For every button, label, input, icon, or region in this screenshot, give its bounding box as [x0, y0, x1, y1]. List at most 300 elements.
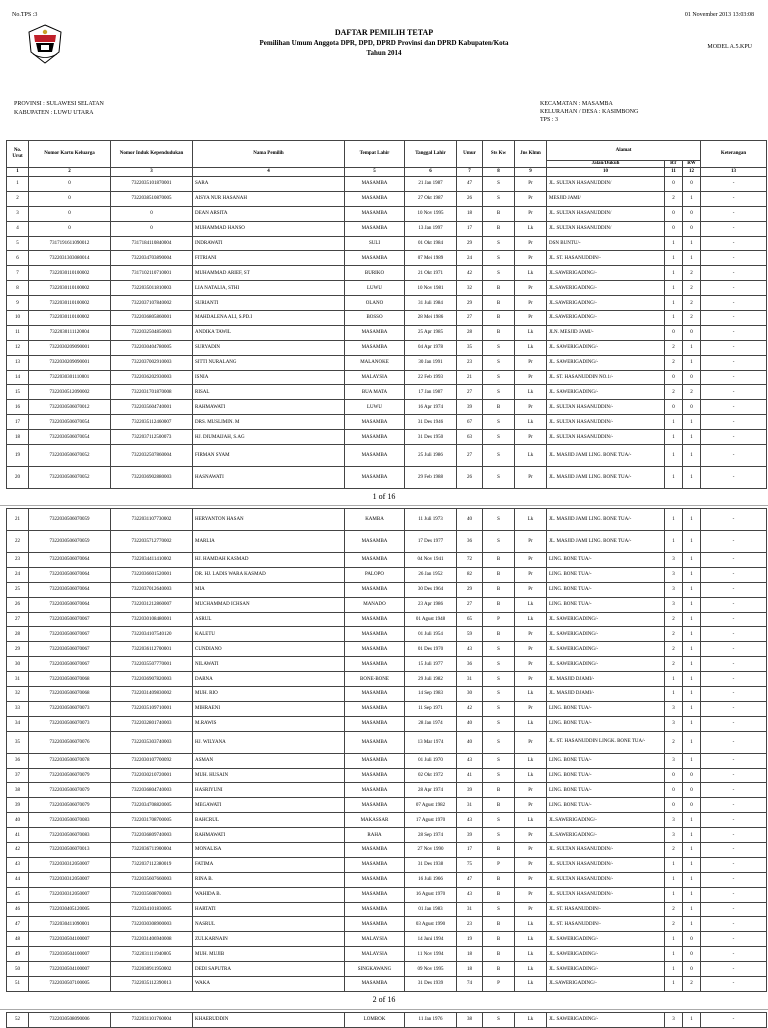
cell-nik: 7322035604740001	[111, 400, 193, 415]
table-row	[7, 221, 767, 236]
cell-rw: 2	[683, 296, 701, 311]
cell-umur: 27	[457, 385, 483, 400]
cell-jenis-kelamin: Lk	[515, 813, 547, 828]
table-row	[7, 857, 767, 872]
cell-tanggal: 31 Des 1939	[405, 977, 457, 992]
cell-tanggal: 23 Apr 1986	[405, 597, 457, 612]
table-row	[7, 191, 767, 206]
document-subtitle: Pemilihan Umum Anggota DPR, DPD, DPRD Provinsi dan DPRD Kabupaten/Kota	[259, 39, 509, 47]
cell-nama: NASRUL	[193, 917, 345, 932]
cell-alamat: LING. BONE TUA/-	[547, 701, 665, 716]
cell-umur: 74	[457, 977, 483, 992]
cell-status: P	[483, 857, 515, 872]
table-row	[7, 872, 767, 887]
cell-status: S	[483, 531, 515, 553]
cell-nik: 7322036805860001	[111, 311, 193, 326]
cell-kk: 7322030504100007	[29, 947, 111, 962]
cell-tanggal: 09 Nov 1995	[405, 962, 457, 977]
cell-rw: 0	[683, 932, 701, 947]
cell-nik: 7322035608700003	[111, 887, 193, 902]
kelurahan: KELURAHAN / DESA : KASIMBONG	[540, 109, 639, 115]
column-number: 9	[515, 168, 547, 177]
cell-kk: 7322030405120005	[29, 902, 111, 917]
cell-tanggal: 16 Agust 1970	[405, 887, 457, 902]
cell-tempat: MASAMBA	[345, 977, 405, 992]
cell-jenis-kelamin: Pr	[515, 672, 547, 687]
cell-kk: 7317191611090012	[29, 236, 111, 251]
cell-jenis-kelamin: Lk	[515, 687, 547, 702]
cell-no: 21	[7, 509, 29, 531]
table-row	[7, 657, 767, 672]
cell-no: 3	[7, 206, 29, 221]
cell-tempat: PALOPO	[345, 567, 405, 582]
cell-nama: CUNDIANO	[193, 642, 345, 657]
cell-rw: 0	[683, 798, 701, 813]
cell-rw: 1	[683, 355, 701, 370]
cell-no: 23	[7, 553, 29, 568]
cell-jenis-kelamin: Lk	[515, 947, 547, 962]
cell-status: S	[483, 753, 515, 768]
cell-jenis-kelamin: Pr	[515, 828, 547, 843]
cell-no: 27	[7, 612, 29, 627]
cell-jenis-kelamin: Pr	[515, 236, 547, 251]
cell-no: 45	[7, 887, 29, 902]
cell-rw: 1	[683, 857, 701, 872]
cell-rw: 1	[683, 917, 701, 932]
table-row	[7, 1013, 767, 1028]
cell-tanggal: 17 Jan 1987	[405, 385, 457, 400]
tps-reference: No.TPS :3	[12, 12, 38, 18]
cell-alamat: JL. SULTAN HASANUDDIN/-	[547, 887, 665, 902]
cell-rw: 1	[683, 553, 701, 568]
cell-umur: 24	[457, 251, 483, 266]
cell-tanggal: 07 Mei 1989	[405, 251, 457, 266]
cell-nama: DRS. MUSLIMIN. M	[193, 415, 345, 430]
cell-no: 4	[7, 221, 29, 236]
cell-tempat: MASAMBA	[345, 731, 405, 753]
cell-jenis-kelamin: Pr	[515, 843, 547, 858]
cell-rw: 2	[683, 281, 701, 296]
cell-kk: 7322030506070052	[29, 445, 111, 467]
cell-tempat: MASAMBA	[345, 221, 405, 236]
cell-no: 34	[7, 716, 29, 731]
cell-jenis-kelamin: Lk	[515, 415, 547, 430]
cell-nik: 7322031107730002	[111, 509, 193, 531]
cell-kk: 7322030506070076	[29, 731, 111, 753]
table-row	[7, 370, 767, 385]
cell-no: 32	[7, 687, 29, 702]
cell-keterangan: -	[701, 467, 767, 489]
cell-tempat: MASAMBA	[345, 612, 405, 627]
cell-kk: 7322030506070064	[29, 597, 111, 612]
cell-keterangan: -	[701, 597, 767, 612]
cell-rw: 1	[683, 902, 701, 917]
cell-keterangan: -	[701, 281, 767, 296]
cell-status: B	[483, 325, 515, 340]
col-nama: Nama Pemilih	[193, 141, 345, 168]
cell-tempat: KAMBA	[345, 509, 405, 531]
cell-rt: 1	[665, 251, 683, 266]
cell-no: 41	[7, 828, 29, 843]
cell-no: 44	[7, 872, 29, 887]
table-row	[7, 206, 767, 221]
cell-keterangan: -	[701, 553, 767, 568]
cell-kk: 7322030506070013	[29, 843, 111, 858]
cell-rw: 1	[683, 627, 701, 642]
cell-nama: KHAERUDDIN	[193, 1013, 345, 1028]
cell-umur: 29	[457, 296, 483, 311]
cell-alamat: JL. MASJID JAMI LING. BONE TUA/-	[547, 467, 665, 489]
cell-rw: 1	[683, 872, 701, 887]
cell-alamat: JL. ST. HASANUDDIN/-	[547, 251, 665, 266]
cell-kk: 7322030506070064	[29, 582, 111, 597]
cell-rt: 1	[665, 430, 683, 445]
cell-kk: 7322030506070012	[29, 400, 111, 415]
cell-umur: 47	[457, 872, 483, 887]
cell-status: B	[483, 553, 515, 568]
cell-rt: 1	[665, 445, 683, 467]
cell-umur: 26	[457, 191, 483, 206]
cell-rt: 0	[665, 798, 683, 813]
cell-umur: 43	[457, 887, 483, 902]
cell-rw: 1	[683, 672, 701, 687]
cell-kk: 7322030506070078	[29, 753, 111, 768]
cell-rt: 0	[665, 400, 683, 415]
cell-kk: 7322030312050007	[29, 857, 111, 872]
table-row	[7, 843, 767, 858]
column-number: 8	[483, 168, 515, 177]
cell-jenis-kelamin: Pr	[515, 887, 547, 902]
cell-umur: 82	[457, 567, 483, 582]
cell-status: S	[483, 642, 515, 657]
cell-tanggal: 27 Okt 1987	[405, 191, 457, 206]
cell-alamat: JL. SULTAN HASANUDDIN/	[547, 221, 665, 236]
cell-tanggal: 31 Des 1946	[405, 415, 457, 430]
cell-keterangan: -	[701, 627, 767, 642]
cell-keterangan: -	[701, 716, 767, 731]
cell-rt: 3	[665, 701, 683, 716]
cell-kk: 7322030209090001	[29, 340, 111, 355]
cell-nama: MONALISA	[193, 843, 345, 858]
cell-alamat: LING. BONE TUA/-	[547, 716, 665, 731]
cell-no: 17	[7, 415, 29, 430]
cell-keterangan: -	[701, 445, 767, 467]
table-row	[7, 400, 767, 415]
cell-tempat: MASAMBA	[345, 191, 405, 206]
page-indicator-1: 1 of 16	[372, 492, 396, 501]
cell-nama: HJ. DIUMAIJAH, S.AG	[193, 430, 345, 445]
cell-status: S	[483, 672, 515, 687]
cell-no: 10	[7, 311, 29, 326]
cell-nik: 7322034708820005	[111, 798, 193, 813]
cell-nama: ANDIKA TAWIL	[193, 325, 345, 340]
cell-tanggal: 01 Okt 1984	[405, 236, 457, 251]
cell-umur: 18	[457, 206, 483, 221]
provinsi: PROVINSI : SULAWESI SELATAN	[14, 101, 104, 107]
cell-nik: 7322036902880003	[111, 467, 193, 489]
cell-rw: 1	[683, 531, 701, 553]
cell-nik: 7322037012640003	[111, 582, 193, 597]
cell-nama: KALETU	[193, 627, 345, 642]
cell-tempat: BUA MATA	[345, 385, 405, 400]
cell-jenis-kelamin: Lk	[515, 385, 547, 400]
cell-jenis-kelamin: Pr	[515, 296, 547, 311]
cell-rw: 1	[683, 813, 701, 828]
cell-umur: 42	[457, 701, 483, 716]
cell-umur: 26	[457, 467, 483, 489]
cell-status: S	[483, 236, 515, 251]
cell-kk: 7322030504100007	[29, 962, 111, 977]
table-row	[7, 753, 767, 768]
table-row	[7, 281, 767, 296]
region-info-left	[14, 100, 104, 118]
cell-keterangan: -	[701, 902, 767, 917]
cell-jenis-kelamin: Pr	[515, 251, 547, 266]
cell-keterangan: -	[701, 1013, 767, 1028]
cell-rt: 0	[665, 325, 683, 340]
cell-no: 6	[7, 251, 29, 266]
cell-alamat: JL.SAWERIGADING/-	[547, 266, 665, 281]
cell-alamat: JL.SAWERIGADING/-	[547, 828, 665, 843]
cell-status: S	[483, 385, 515, 400]
cell-tempat: SULI	[345, 236, 405, 251]
cell-rt: 3	[665, 828, 683, 843]
cell-rw: 1	[683, 1013, 701, 1028]
cell-rt: 3	[665, 553, 683, 568]
cell-tanggal: 21 Okt 1971	[405, 266, 457, 281]
cell-tanggal: 16 Juli 1966	[405, 872, 457, 887]
cell-nama: SARA	[193, 177, 345, 192]
cell-rt: 2	[665, 627, 683, 642]
cell-rw: 0	[683, 400, 701, 415]
cell-keterangan: -	[701, 731, 767, 753]
cell-no: 2	[7, 191, 29, 206]
cell-umur: 40	[457, 509, 483, 531]
cell-tempat: MAKASSAR	[345, 813, 405, 828]
cell-tanggal: 28 Apr 1974	[405, 783, 457, 798]
cell-tempat: MASAMBA	[345, 657, 405, 672]
cell-tempat: MASAMBA	[345, 642, 405, 657]
cell-tanggal: 21 Jan 1987	[405, 177, 457, 192]
cell-status: S	[483, 467, 515, 489]
table-row	[7, 415, 767, 430]
column-number: 3	[111, 168, 193, 177]
cell-no: 9	[7, 296, 29, 311]
cell-keterangan: -	[701, 266, 767, 281]
cell-rw: 1	[683, 582, 701, 597]
cell-rt: 1	[665, 672, 683, 687]
cell-tempat: MASAMBA	[345, 783, 405, 798]
cell-alamat: JL. ST. HASANUDDIN NO.1/-	[547, 370, 665, 385]
cell-status: B	[483, 597, 515, 612]
cell-umur: 17	[457, 221, 483, 236]
cell-keterangan: -	[701, 221, 767, 236]
cell-status: S	[483, 657, 515, 672]
page-divider	[0, 1009, 768, 1011]
cell-nama: ZULKARNAIN	[193, 932, 345, 947]
cell-status: B	[483, 798, 515, 813]
cell-tempat: SINGKAWANG	[345, 962, 405, 977]
cell-nik: 7322037112500073	[111, 430, 193, 445]
cell-rt: 1	[665, 467, 683, 489]
table-row	[7, 962, 767, 977]
cell-umur: 18	[457, 947, 483, 962]
cell-jenis-kelamin: Pr	[515, 872, 547, 887]
cell-status: B	[483, 872, 515, 887]
cell-tanggal: 29 Juli 1982	[405, 672, 457, 687]
table-row	[7, 467, 767, 489]
cell-tempat: MASAMBA	[345, 753, 405, 768]
kabupaten: KABUPATEN : LUWU UTARA	[14, 110, 94, 116]
cell-tanggal: 28 Sep 1974	[405, 828, 457, 843]
cell-no: 31	[7, 672, 29, 687]
col-nik: Nomor Induk Kependudukan	[111, 141, 193, 168]
cell-status: P	[483, 977, 515, 992]
cell-rt: 2	[665, 917, 683, 932]
cell-nik: 7322035112390013	[111, 977, 193, 992]
cell-rt: 1	[665, 872, 683, 887]
cell-tempat: OLANO	[345, 296, 405, 311]
cell-no: 26	[7, 597, 29, 612]
cell-kk: 7322030110100002	[29, 296, 111, 311]
cell-keterangan: -	[701, 296, 767, 311]
cell-no: 8	[7, 281, 29, 296]
cell-kk: 7322030506070073	[29, 701, 111, 716]
cell-jenis-kelamin: Lk	[515, 768, 547, 783]
cell-keterangan: -	[701, 325, 767, 340]
cell-umur: 40	[457, 716, 483, 731]
cell-tanggal: 11 Sep 1971	[405, 701, 457, 716]
cell-status: S	[483, 177, 515, 192]
cell-jenis-kelamin: Pr	[515, 783, 547, 798]
cell-rt: 0	[665, 206, 683, 221]
cell-keterangan: -	[701, 340, 767, 355]
cell-nik: 7322035101870001	[111, 177, 193, 192]
cell-alamat: JL. SAWERIGADING/-	[547, 962, 665, 977]
table-row	[7, 340, 767, 355]
cell-kk: 0	[29, 191, 111, 206]
cell-status: S	[483, 716, 515, 731]
cell-alamat: JLN. MESJID JAMI/-	[547, 325, 665, 340]
cell-nama: LIA NATALIA, STHI	[193, 281, 345, 296]
cell-alamat: JL. SULTAN HASANUDDIN/	[547, 206, 665, 221]
cell-alamat: JL. SAWERIGADING/-	[547, 355, 665, 370]
cell-nik: 7322036202930003	[111, 370, 193, 385]
table-row	[7, 582, 767, 597]
cell-no: 24	[7, 567, 29, 582]
cell-rt: 1	[665, 947, 683, 962]
cell-tanggal: 01 Des 1970	[405, 642, 457, 657]
cell-nik: 7322031409830002	[111, 687, 193, 702]
cell-jenis-kelamin: Pr	[515, 627, 547, 642]
cell-tempat: BOSSO	[345, 311, 405, 326]
cell-no: 35	[7, 731, 29, 753]
cell-nama: WAKA	[193, 977, 345, 992]
cell-tempat: MASAMBA	[345, 430, 405, 445]
cell-alamat: JL. MASJID DJAMI/-	[547, 687, 665, 702]
column-number-row	[7, 168, 767, 177]
table-row	[7, 531, 767, 553]
cell-rw: 0	[683, 177, 701, 192]
cell-nama: DR. HJ. LADIS WARA KASMAD	[193, 567, 345, 582]
cell-alamat: JL. SAWERIGADING/-	[547, 340, 665, 355]
cell-alamat: LING. BONE TUA/-	[547, 553, 665, 568]
cell-tempat: MASAMBA	[345, 887, 405, 902]
cell-tanggal: 01 Juli 1970	[405, 753, 457, 768]
cell-rw: 1	[683, 467, 701, 489]
cell-kk: 7322030506070059	[29, 531, 111, 553]
cell-kk: 7322030110100002	[29, 281, 111, 296]
cell-nama: HASRIYUNI	[193, 783, 345, 798]
cell-status: B	[483, 582, 515, 597]
cell-tempat: MASAMBA	[345, 872, 405, 887]
cell-status: S	[483, 687, 515, 702]
cell-no: 50	[7, 962, 29, 977]
voter-table-page-1	[6, 140, 767, 489]
cell-tanggal: 16 Apr 1974	[405, 400, 457, 415]
cell-umur: 72	[457, 553, 483, 568]
cell-nik: 7322035507770001	[111, 657, 193, 672]
cell-jenis-kelamin: Pr	[515, 191, 547, 206]
cell-no: 52	[7, 1013, 29, 1028]
cell-rw: 2	[683, 977, 701, 992]
cell-kk: 7322030507100005	[29, 977, 111, 992]
cell-status: S	[483, 266, 515, 281]
cell-alamat: JL. SAWERIGADING/-	[547, 1013, 665, 1028]
table-row	[7, 828, 767, 843]
cell-kk: 7322030506070068	[29, 672, 111, 687]
cell-nik: 7322031111940005	[111, 947, 193, 962]
cell-tanggal: 31 Des 1950	[405, 430, 457, 445]
cell-nik: 7322030911950002	[111, 962, 193, 977]
cell-no: 1	[7, 177, 29, 192]
table-row	[7, 887, 767, 902]
cell-tempat: LUWU	[345, 400, 405, 415]
cell-no: 40	[7, 813, 29, 828]
cell-rw: 1	[683, 687, 701, 702]
cell-keterangan: -	[701, 311, 767, 326]
cell-no: 42	[7, 843, 29, 858]
cell-nik: 7322032507860004	[111, 445, 193, 467]
cell-tanggal: 14 Sep 1983	[405, 687, 457, 702]
page-divider	[0, 505, 768, 507]
cell-tanggal: 04 Apr 1978	[405, 340, 457, 355]
cell-nama: RISAL	[193, 385, 345, 400]
tps-number: TPS : 3	[540, 117, 559, 123]
cell-tanggal: 03 Agust 1990	[405, 917, 457, 932]
cell-kk: 7322030506070067	[29, 657, 111, 672]
cell-keterangan: -	[701, 509, 767, 531]
cell-rw: 1	[683, 430, 701, 445]
cell-nama: AISYA NUR HASANAH	[193, 191, 345, 206]
cell-no: 38	[7, 783, 29, 798]
voter-rows-page-2	[7, 509, 767, 992]
cell-umur: 23	[457, 355, 483, 370]
cell-rt: 3	[665, 753, 683, 768]
cell-no: 30	[7, 657, 29, 672]
cell-nama: SURYADIN	[193, 340, 345, 355]
col-tempat: Tempat Lahir	[345, 141, 405, 168]
table-row	[7, 311, 767, 326]
col-tanggal: Tanggal Lahir	[405, 141, 457, 168]
cell-jenis-kelamin: Lk	[515, 962, 547, 977]
cell-tanggal: 15 Juli 1977	[405, 657, 457, 672]
cell-nik: 7322030107700092	[111, 753, 193, 768]
cell-nama: SURIANTI	[193, 296, 345, 311]
cell-jenis-kelamin: Lk	[515, 977, 547, 992]
cell-rw: 1	[683, 509, 701, 531]
table-row	[7, 932, 767, 947]
